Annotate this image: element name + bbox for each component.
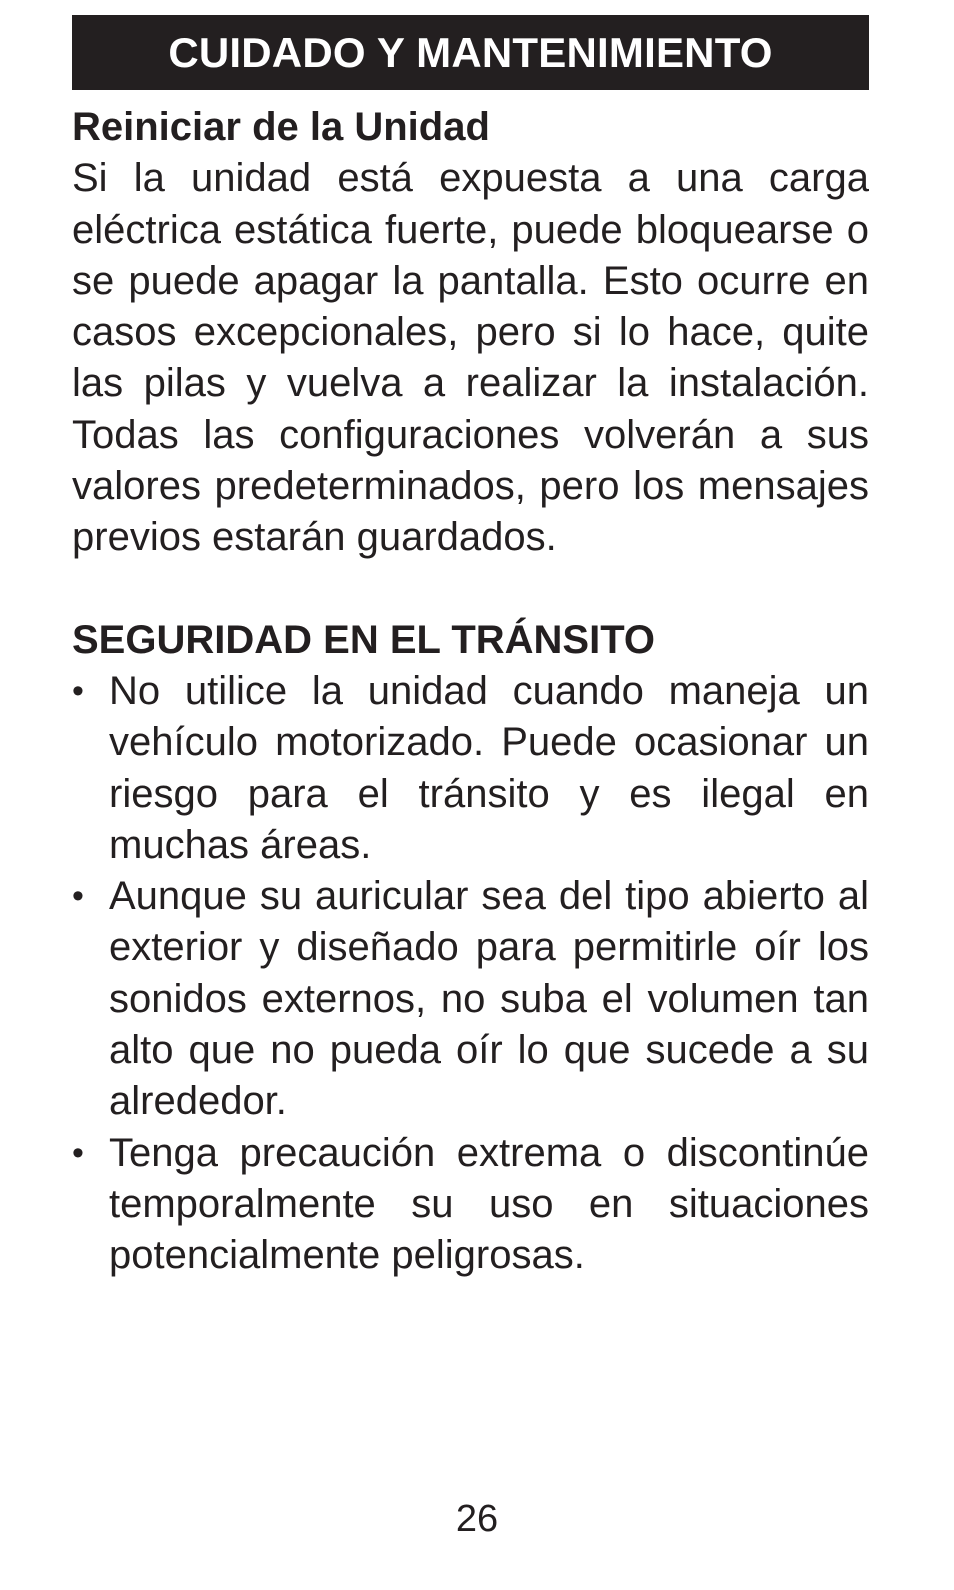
reset-heading: Reiniciar de la Unidad — [72, 105, 490, 149]
page-number: 26 — [455, 1498, 499, 1540]
manual-page — [72, 15, 869, 1282]
list-item-text: Tenga precaución extrema o discontinúe temporalmente su uso en situaciones potencialmente peligrosas. — [109, 1130, 869, 1278]
bullet-icon: • — [72, 671, 84, 710]
list-item-text: No utilice la unidad cuando maneja un vehículo motorizado. Puede ocasionar un riesgo para el tránsito y es ilegal en muchas áreas. — [109, 668, 869, 867]
page-content — [72, 102, 869, 1282]
list-item — [72, 666, 869, 871]
list-item — [72, 871, 869, 1127]
bullet-icon: • — [72, 877, 84, 916]
traffic-safety-list — [72, 666, 869, 1282]
list-item-text: Aunque su auricular sea del tipo abierto al exterior y diseñado para permitirle oír los sonidos externos, no suba el volumen tan alto que no pueda oír lo que sucede a su alrededor. — [109, 874, 869, 1124]
traffic-safety-heading: SEGURIDAD EN EL TRÁNSITO — [72, 617, 656, 662]
list-item — [72, 1128, 869, 1282]
bullet-icon: • — [72, 1133, 84, 1172]
reset-paragraph: Si la unidad está expuesta a una carga eléctrica estática fuerte, puede bloquearse o se puede apagar la pantalla. Esto ocurre en casos excepcionales, pero si lo hace, quite las pilas y vuelva a realizar la instalación. Todas las configuraciones volverán a sus valores predeterminados, pero los mensajes previos estarán guardados. — [72, 156, 869, 560]
section-banner: CUIDADO Y MANTENIMIENTO — [72, 15, 869, 90]
